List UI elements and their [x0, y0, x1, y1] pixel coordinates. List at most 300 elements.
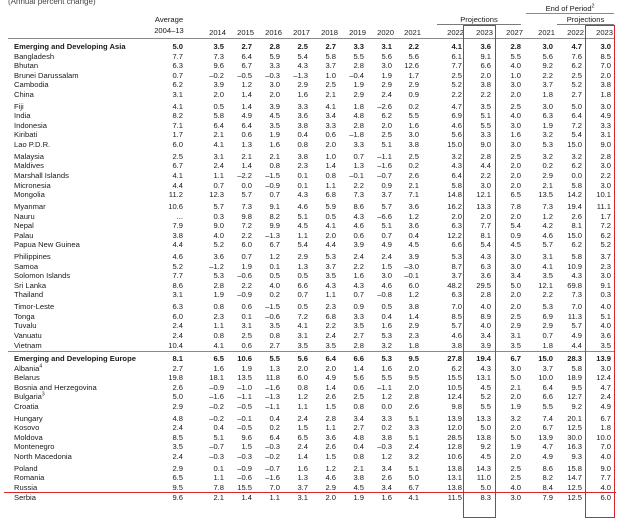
- table-cell: 2.4: [213, 161, 224, 171]
- year-header: 2027: [506, 28, 523, 37]
- table-cell: 1.2: [542, 211, 553, 221]
- country-name: [14, 383, 97, 393]
- table-cell: 9.3: [571, 451, 582, 461]
- table-cell: 3.6: [480, 271, 491, 281]
- table-cell: 0.7: [542, 330, 553, 340]
- table-cell: 3.0: [542, 42, 553, 51]
- table-cell: 1.0: [325, 151, 336, 161]
- table-cell: 6.7: [510, 354, 521, 364]
- table-cell: 3.0: [480, 180, 491, 190]
- table-cell: 29.5: [476, 280, 491, 290]
- table-cell: 4.3: [353, 211, 364, 221]
- table-cell: 3.6: [408, 202, 419, 211]
- table-cell: 14.3: [476, 463, 491, 473]
- table-cell: 1.9: [510, 442, 521, 452]
- end-of-period-label: End of Period: [545, 4, 592, 13]
- table-cell: 3.0: [600, 363, 611, 373]
- row-label: Nauru: [14, 211, 35, 221]
- table-cell: 7.3: [353, 190, 364, 200]
- table-cell: 1.5: [241, 442, 252, 452]
- year-header: 2014: [209, 28, 226, 37]
- row-label: Solomon Islands: [14, 271, 71, 281]
- table-cell: 16.2: [447, 202, 462, 211]
- table-cell: –1.6: [265, 473, 280, 483]
- table-cell: 12.4: [447, 392, 462, 402]
- table-cell: 4.0: [600, 451, 611, 461]
- table-caption: (Annual percent change): [8, 0, 96, 6]
- table-cell: 19.4: [567, 202, 582, 211]
- table-cell: 6.6: [480, 61, 491, 71]
- table-row: [8, 130, 614, 140]
- table-cell: 1.2: [408, 211, 419, 221]
- table-cell: 6.1: [451, 51, 462, 61]
- table-cell: 3.0: [510, 261, 521, 271]
- table-cell: 0.4: [353, 442, 364, 452]
- table-cell: –0.1: [349, 170, 364, 180]
- table-cell: 4.3: [297, 190, 308, 200]
- table-cell: –1.1: [237, 392, 252, 402]
- table-cell: 2.2: [408, 42, 419, 51]
- table-cell: 0.5: [213, 101, 224, 111]
- table-cell: 15.5: [237, 483, 252, 492]
- table-cell: 9.9: [269, 221, 280, 231]
- table-row: [8, 181, 614, 191]
- row-label: Kiribati: [14, 130, 38, 140]
- table-cell: 2.0: [213, 89, 224, 99]
- table-cell: 2.8: [353, 120, 364, 130]
- table-cell: 5.7: [542, 240, 553, 250]
- country-name: [14, 281, 46, 291]
- table-cell: 2.8: [600, 151, 611, 161]
- table-cell: 6.6: [451, 240, 462, 250]
- table-cell: 5.1: [297, 211, 308, 221]
- table-cell: 7.7: [600, 473, 611, 483]
- row-label: Myanmar: [14, 202, 46, 211]
- table-cell: –0.1: [237, 413, 252, 423]
- table-cell: 3.5: [269, 120, 280, 130]
- table-cell: 4.3: [480, 252, 491, 262]
- table-cell: 0.9: [408, 89, 419, 99]
- table-cell: 5.3: [213, 271, 224, 281]
- table-cell: 1.4: [241, 89, 252, 99]
- table-cell: 0.4: [213, 423, 224, 433]
- table-cell: 3.3: [408, 423, 419, 433]
- table-cell: 2.9: [381, 80, 392, 90]
- table-cell: 4.1: [408, 492, 419, 502]
- table-cell: 3.7: [325, 261, 336, 271]
- table-cell: 11.2: [168, 190, 183, 200]
- table-cell: 4.5: [269, 111, 280, 121]
- table-cell: 20.1: [567, 413, 582, 423]
- table-cell: 2.2: [480, 170, 491, 180]
- table-cell: 6.0: [172, 139, 183, 149]
- table-cell: 3.8: [480, 80, 491, 90]
- table-cell: 5.5: [353, 51, 364, 61]
- year-header: 2022: [567, 28, 584, 37]
- table-cell: 2.5: [510, 473, 521, 483]
- table-cell: 4.0: [480, 302, 491, 312]
- table-cell: 2.9: [353, 89, 364, 99]
- table-cell: 3.7: [600, 252, 611, 262]
- table-cell: 1.5: [381, 261, 392, 271]
- table-cell: 9.0: [213, 221, 224, 231]
- table-cell: 3.8: [451, 340, 462, 350]
- table-cell: 9.2: [571, 401, 582, 411]
- country-name: [14, 240, 80, 250]
- table-cell: 0.7: [241, 252, 252, 262]
- table-cell: 4.3: [480, 363, 491, 373]
- table-cell: 6.0: [600, 492, 611, 502]
- table-cell: 3.9: [269, 101, 280, 111]
- table-row: [8, 414, 614, 424]
- table-cell: 12.0: [447, 423, 462, 433]
- table-cell: 2.4: [381, 252, 392, 262]
- table-cell: 4.3: [571, 271, 582, 281]
- table-cell: 4.1: [542, 261, 553, 271]
- table-cell: –1.6: [209, 392, 224, 402]
- table-cell: 2.0: [325, 363, 336, 373]
- table-cell: 9.0: [600, 463, 611, 473]
- table-cell: 6.5: [172, 473, 183, 483]
- table-cell: 13.1: [476, 373, 491, 383]
- row-label: Croatia: [14, 401, 39, 411]
- table-cell: 3.1: [381, 42, 392, 51]
- table-cell: 1.8: [600, 423, 611, 433]
- table-cell: 9.1: [480, 51, 491, 61]
- table-row: [8, 452, 614, 462]
- table-cell: 3.0: [510, 492, 521, 502]
- end-projections-header: [557, 15, 614, 25]
- table-cell: 2.6: [325, 392, 336, 402]
- table-cell: 2.0: [480, 211, 491, 221]
- table-cell: 10.6: [447, 451, 462, 461]
- table-cell: 7.1: [172, 120, 183, 130]
- country-name: [14, 493, 36, 503]
- table-cell: 0.5: [269, 271, 280, 281]
- year-header: 2022: [447, 28, 464, 37]
- table-cell: 0.2: [408, 101, 419, 111]
- table-cell: 4.8: [172, 413, 183, 423]
- table-cell: 0.6: [241, 130, 252, 140]
- table-cell: 4.6: [451, 120, 462, 130]
- table-cell: 27.8: [447, 354, 462, 364]
- table-cell: 2.4: [172, 321, 183, 331]
- table-cell: 8.6: [172, 280, 183, 290]
- table-cell: 2.0: [510, 170, 521, 180]
- table-cell: 15.0: [567, 139, 582, 149]
- table-cell: 3.8: [600, 80, 611, 90]
- table-cell: 5.9: [325, 202, 336, 211]
- table-cell: 2.5: [172, 151, 183, 161]
- country-name: [14, 121, 47, 131]
- table-cell: 3.0: [408, 130, 419, 140]
- table-row: [8, 190, 614, 200]
- table-cell: 1.2: [381, 451, 392, 461]
- table-cell: 4.3: [451, 161, 462, 171]
- table-cell: 1.9: [241, 261, 252, 271]
- table-cell: 2.7: [241, 42, 252, 51]
- table-cell: 0.7: [353, 151, 364, 161]
- row-label: Timor-Leste: [14, 302, 55, 312]
- year-header: 2023: [476, 28, 493, 37]
- table-row: [8, 290, 614, 300]
- table-cell: 1.1: [325, 290, 336, 300]
- table-cell: 2.5: [510, 151, 521, 161]
- table-cell: 19.8: [168, 373, 183, 383]
- table-cell: 1.5: [325, 451, 336, 461]
- table-cell: 3.0: [510, 80, 521, 90]
- table-cell: 3.8: [408, 139, 419, 149]
- table-cell: 8.6: [542, 463, 553, 473]
- table-row: [8, 433, 614, 443]
- table-cell: 2.9: [297, 252, 308, 262]
- country-name: [14, 90, 34, 100]
- table-cell: 0.7: [269, 190, 280, 200]
- table-cell: 4.0: [510, 483, 521, 492]
- table-cell: 0.9: [381, 180, 392, 190]
- table-cell: 6.6: [297, 280, 308, 290]
- table-cell: 28.5: [447, 432, 462, 442]
- table-cell: 1.2: [297, 392, 308, 402]
- table-row: [8, 373, 614, 383]
- table-cell: 0.7: [381, 230, 392, 240]
- table-cell: 0.0: [381, 401, 392, 411]
- country-name: [14, 161, 44, 171]
- table-cell: 7.2: [241, 221, 252, 231]
- table-cell: 9.5: [408, 354, 419, 364]
- table-cell: –0.2: [209, 413, 224, 423]
- table-cell: 0.1: [269, 261, 280, 271]
- table-cell: 5.5: [542, 401, 553, 411]
- table-cell: –0.5: [237, 70, 252, 80]
- table-cell: 2.3: [213, 311, 224, 321]
- table-cell: 5.0: [480, 483, 491, 492]
- table-cell: 5.1: [381, 139, 392, 149]
- table-cell: 2.2: [480, 89, 491, 99]
- table-cell: 2.5: [353, 392, 364, 402]
- table-cell: 2.8: [480, 290, 491, 300]
- country-name: [14, 140, 50, 150]
- table-cell: 3.0: [510, 252, 521, 262]
- table-cell: 3.6: [325, 432, 336, 442]
- country-name: [14, 111, 30, 121]
- table-cell: 4.0: [600, 483, 611, 492]
- table-cell: 18.1: [209, 373, 224, 383]
- table-cell: 6.7: [600, 413, 611, 423]
- table-row: [8, 212, 614, 222]
- table-cell: 0.3: [213, 211, 224, 221]
- table-cell: 8.2: [269, 211, 280, 221]
- table-cell: 3.6: [480, 42, 491, 51]
- table-row: [8, 121, 614, 131]
- table-cell: 7.3: [241, 202, 252, 211]
- table-cell: 5.0: [408, 473, 419, 483]
- table-cell: 1.1: [213, 473, 224, 483]
- table-cell: 2.0: [325, 492, 336, 502]
- table-cell: 1.6: [408, 120, 419, 130]
- table-cell: 0.1: [213, 463, 224, 473]
- table-cell: 1.3: [353, 161, 364, 171]
- table-cell: 6.2: [571, 240, 582, 250]
- table-cell: 0.4: [297, 130, 308, 140]
- row-label: Poland: [14, 463, 38, 473]
- table-cell: 4.3: [353, 280, 364, 290]
- average-header-line1: Average: [154, 15, 184, 24]
- table-cell: 5.5: [510, 51, 521, 61]
- row-label: Brunei Darussalam: [14, 70, 79, 80]
- end-of-period-note: 2: [591, 3, 595, 10]
- table-cell: 4.6: [381, 280, 392, 290]
- country-name: [14, 130, 37, 140]
- table-cell: 4.9: [600, 401, 611, 411]
- table-cell: 2.8: [510, 42, 521, 51]
- highlight-underline-russia: [4, 492, 616, 493]
- table-cell: 2.5: [297, 42, 308, 51]
- table-cell: 2.8: [408, 392, 419, 402]
- year-header: 2018: [321, 28, 338, 37]
- table-cell: 3.3: [353, 311, 364, 321]
- table-cell: 5.7: [213, 202, 224, 211]
- table-cell: 4.5: [510, 240, 521, 250]
- table-cell: 1.6: [269, 139, 280, 149]
- table-cell: 3.2: [542, 151, 553, 161]
- table-cell: 15.8: [567, 463, 582, 473]
- table-cell: 2.9: [542, 170, 553, 180]
- country-name: [14, 212, 35, 222]
- country-name: [14, 423, 39, 433]
- table-cell: 4.1: [325, 101, 336, 111]
- table-cell: 1.3: [241, 139, 252, 149]
- table-cell: 5.2: [451, 80, 462, 90]
- table-cell: 2.5: [381, 130, 392, 140]
- table-cell: 2.4: [172, 451, 183, 461]
- table-cell: 3.3: [600, 120, 611, 130]
- table-cell: 7.8: [510, 202, 521, 211]
- table-cell: 15.5: [447, 373, 462, 383]
- table-cell: 4.7: [542, 442, 553, 452]
- table-cell: 0.7: [353, 290, 364, 300]
- table-cell: 3.0: [542, 101, 553, 111]
- table-cell: 2.1: [269, 151, 280, 161]
- table-cell: –1.6: [265, 382, 280, 392]
- table-cell: 2.5: [510, 311, 521, 321]
- table-cell: 1.1: [325, 180, 336, 190]
- table-cell: 4.0: [600, 321, 611, 331]
- table-cell: 4.5: [480, 382, 491, 392]
- table-cell: 48.2: [447, 280, 462, 290]
- table-cell: 3.2: [571, 151, 582, 161]
- table-row: [8, 161, 614, 171]
- table-cell: –1.6: [377, 161, 392, 171]
- table-cell: 0.0: [571, 170, 582, 180]
- table-cell: 16.3: [567, 442, 582, 452]
- footnote-marker: 3: [41, 391, 45, 398]
- table-cell: 3.5: [172, 442, 183, 452]
- table-cell: 2.0: [510, 392, 521, 402]
- table-cell: 5.0: [172, 42, 183, 51]
- row-label: Philippines: [14, 252, 51, 262]
- country-name: [14, 341, 42, 351]
- table-cell: 0.4: [408, 230, 419, 240]
- table-cell: 7.7: [480, 221, 491, 231]
- table-cell: 6.5: [510, 190, 521, 200]
- table-cell: 3.5: [480, 101, 491, 111]
- table-cell: 5.7: [451, 321, 462, 331]
- table-cell: 5.6: [353, 373, 364, 383]
- table-cell: 2.5: [408, 151, 419, 161]
- table-cell: 1.2: [269, 252, 280, 262]
- table-row: [8, 423, 614, 433]
- table-cell: 2.2: [241, 280, 252, 290]
- table-cell: –0.7: [209, 442, 224, 452]
- table-cell: 4.0: [213, 230, 224, 240]
- country-name: [14, 80, 49, 90]
- table-cell: 1.5: [297, 423, 308, 433]
- table-cell: 9.1: [600, 280, 611, 290]
- table-cell: 4.6: [325, 473, 336, 483]
- table-cell: 11.0: [476, 473, 491, 483]
- table-row: [8, 364, 614, 374]
- table-cell: 13.8: [476, 432, 491, 442]
- table-cell: 5.5: [408, 111, 419, 121]
- table-cell: 6.5: [297, 432, 308, 442]
- row-label: Fiji: [14, 101, 24, 111]
- table-cell: –0.2: [209, 70, 224, 80]
- row-label: Bulgaria: [14, 392, 42, 402]
- table-cell: 2.3: [325, 302, 336, 312]
- table-cell: 2.5: [241, 330, 252, 340]
- table-cell: –0.3: [377, 442, 392, 452]
- table-cell: 5.3: [381, 330, 392, 340]
- table-cell: 3.9: [353, 240, 364, 250]
- table-cell: 4.4: [571, 340, 582, 350]
- table-cell: 13.9: [596, 354, 611, 364]
- table-cell: 2.0: [510, 302, 521, 312]
- table-row: [8, 231, 614, 241]
- country-name: [14, 71, 79, 81]
- table-cell: 5.0: [510, 373, 521, 383]
- row-label: Indonesia: [14, 120, 47, 130]
- table-cell: –3.0: [404, 261, 419, 271]
- table-cell: 5.0: [571, 101, 582, 111]
- table-row: [8, 442, 614, 452]
- country-name: [14, 181, 51, 191]
- table-cell: 4.8: [353, 111, 364, 121]
- table-cell: 1.3: [297, 473, 308, 483]
- table-cell: 0.6: [241, 302, 252, 312]
- table-cell: 5.8: [325, 51, 336, 61]
- table-cell: 3.2: [408, 451, 419, 461]
- table-cell: 6.2: [172, 80, 183, 90]
- table-cell: 2.7: [353, 330, 364, 340]
- table-cell: 5.1: [408, 413, 419, 423]
- table-cell: 5.8: [571, 363, 582, 373]
- table-cell: –0.9: [265, 180, 280, 190]
- table-cell: 2.1: [213, 492, 224, 502]
- table-cell: 3.7: [381, 190, 392, 200]
- table-cell: –0.9: [209, 382, 224, 392]
- row-label: Palau: [14, 230, 34, 240]
- table-cell: 3.5: [325, 271, 336, 281]
- table-cell: 5.0: [510, 280, 521, 290]
- table-cell: 10.4: [168, 340, 183, 350]
- table-cell: 3.4: [510, 271, 521, 281]
- table-cell: 10.6: [237, 354, 252, 364]
- table-cell: 3.1: [172, 89, 183, 99]
- table-row: [8, 392, 614, 402]
- table-cell: 2.2: [325, 321, 336, 331]
- row-label: Tonga: [14, 311, 35, 321]
